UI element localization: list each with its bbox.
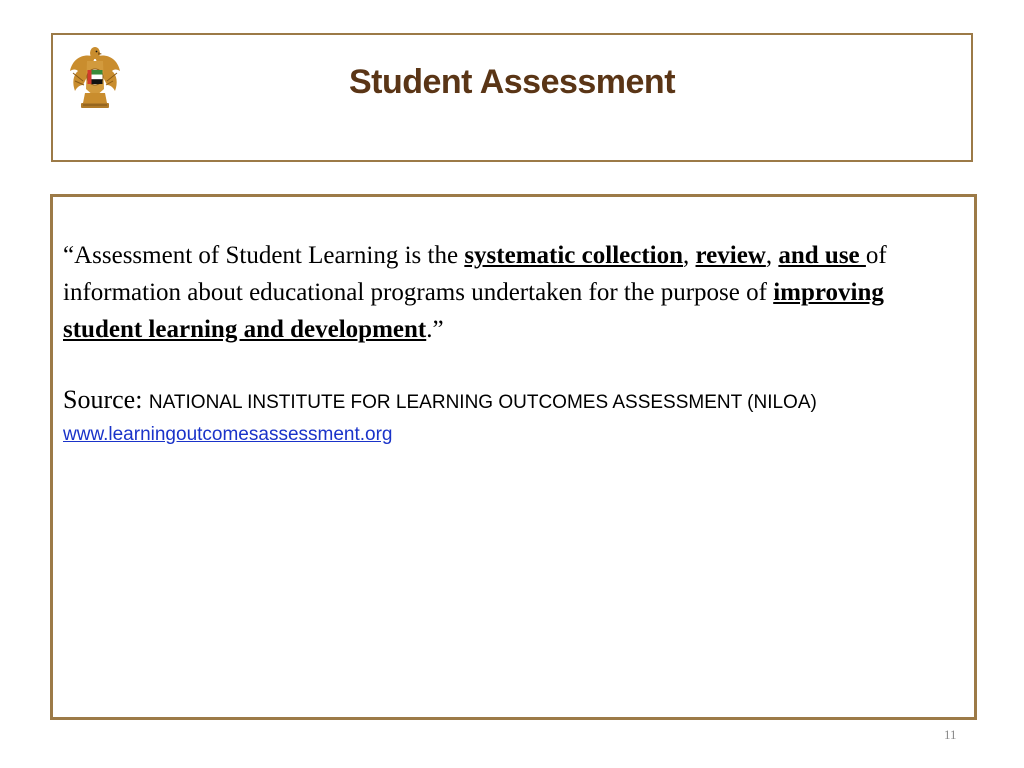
quote-emphasis-systematic-collection: systematic collection (464, 242, 684, 269)
quote-text: “Assessment of Student Learning is the (63, 242, 465, 269)
quote-emphasis-review: review (695, 242, 766, 269)
header-box (51, 33, 973, 162)
source-line (63, 385, 963, 415)
source-link[interactable]: www.learningoutcomesassessment.org (63, 424, 393, 445)
quote-emphasis-improving-learning: improving student learning and development (63, 279, 884, 343)
content-box (50, 194, 977, 720)
page-title: Student Assessment (348, 63, 676, 101)
quote-text: of information about educational programs undertaken for the purpose of (63, 242, 887, 306)
assessment-quote (63, 237, 963, 348)
page-number: 11 (944, 727, 957, 742)
source-label: Source: (63, 385, 149, 414)
quote-text: .” (426, 316, 444, 343)
source-organization: NATIONAL INSTITUTE FOR LEARNING OUTCOMES ASSESSMENT (NILOA) (148, 392, 817, 413)
quote-emphasis-and-use: and use (778, 242, 866, 269)
quote-separator: , (765, 242, 779, 269)
quote-separator: , (683, 242, 696, 269)
